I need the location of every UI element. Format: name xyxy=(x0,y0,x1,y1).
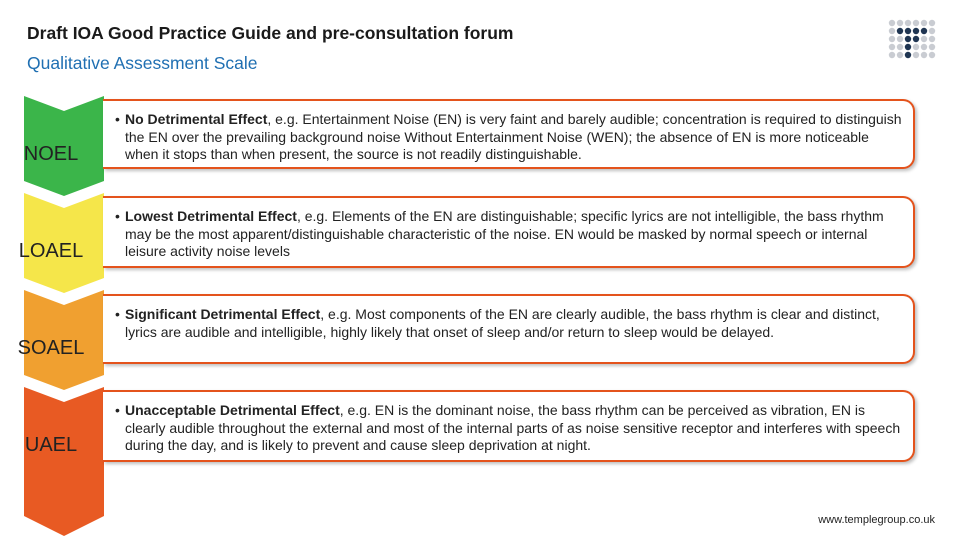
logo-dot xyxy=(897,52,903,58)
temple-logo xyxy=(888,19,936,61)
level-label-loael: LOAEL xyxy=(18,240,84,262)
logo-dot xyxy=(913,28,919,34)
logo-dot xyxy=(905,52,911,58)
level-description-uael xyxy=(103,390,915,462)
bullet-icon: • xyxy=(115,402,120,418)
logo-dot xyxy=(889,36,895,42)
logo-dot xyxy=(897,28,903,34)
logo-dot xyxy=(929,28,935,34)
level-description-soael xyxy=(103,294,915,364)
page-title: Draft IOA Good Practice Guide and pre-consultation forum xyxy=(27,23,514,43)
logo-dot xyxy=(897,20,903,26)
bullet-icon: • xyxy=(115,208,120,224)
logo-dot xyxy=(913,20,919,26)
level-label-noel: NOEL xyxy=(23,143,79,165)
logo-dot xyxy=(897,44,903,50)
logo-dot xyxy=(889,20,895,26)
logo-dot xyxy=(913,44,919,50)
description-body: , e.g. Most components of the EN are clearly audible, the bass rhythm is clear and distinct, lyrics are audible and intelligible, highly likely that onset of sleep and/or return to sleep would be delayed. xyxy=(125,306,880,340)
logo-dot xyxy=(905,44,911,50)
level-label-uael: UAEL xyxy=(24,434,78,456)
logo-dot xyxy=(921,28,927,34)
level-label-soael: SOAEL xyxy=(17,337,85,359)
description-text xyxy=(125,306,905,341)
logo-dot xyxy=(889,52,895,58)
description-body: , e.g. EN is the dominant noise, the bass rhythm can be perceived as vibration, EN is clearly audible throughout the external and most of the internal parts of as noise sensitive receptor and interferes with speech during the day, and is likely to prevent and cause sleep deprivation at night. xyxy=(125,402,901,453)
page-subtitle: Qualitative Assessment Scale xyxy=(27,53,258,73)
description-text xyxy=(125,208,905,261)
bullet-icon: • xyxy=(115,306,120,322)
footer-url[interactable]: www.templegroup.co.uk xyxy=(818,514,935,526)
logo-dot xyxy=(889,28,895,34)
description-body: , e.g. Entertainment Noise (EN) is very faint and barely audible; concentration is required to distinguish the EN over the prevailing background noise Without Entertainment Noise (WEN); the absence of EN is more noticeable when it stops than when present, the source is not readily distinguishable. xyxy=(125,111,902,162)
description-body: , e.g. Elements of the EN are distinguishable; specific lyrics are not intelligible, the bass rhythm may be the most apparent/distinguishable characteristic of the noise. EN would be masked by normal speech or internal leisure activity noise levels xyxy=(125,208,884,259)
logo-dot xyxy=(921,52,927,58)
logo-dot xyxy=(913,36,919,42)
logo-dot xyxy=(921,20,927,26)
bullet-icon: • xyxy=(115,111,120,127)
chevron-uael xyxy=(24,387,104,536)
description-heading: Unacceptable Detrimental Effect xyxy=(125,402,340,418)
logo-dot xyxy=(929,52,935,58)
logo-dot xyxy=(905,36,911,42)
logo-dot xyxy=(889,44,895,50)
logo-dot xyxy=(905,20,911,26)
description-heading: Significant Detrimental Effect xyxy=(125,306,321,322)
description-heading: Lowest Detrimental Effect xyxy=(125,208,297,224)
level-description-loael xyxy=(103,196,915,268)
logo-dot xyxy=(929,36,935,42)
logo-dot xyxy=(921,36,927,42)
logo-dot xyxy=(929,44,935,50)
description-text xyxy=(125,111,905,164)
level-description-noel xyxy=(103,99,915,169)
logo-dot xyxy=(913,52,919,58)
description-text xyxy=(125,402,905,455)
logo-dot xyxy=(905,28,911,34)
description-heading: No Detrimental Effect xyxy=(125,111,268,127)
logo-dot xyxy=(921,44,927,50)
logo-dot xyxy=(897,36,903,42)
logo-dot xyxy=(929,20,935,26)
